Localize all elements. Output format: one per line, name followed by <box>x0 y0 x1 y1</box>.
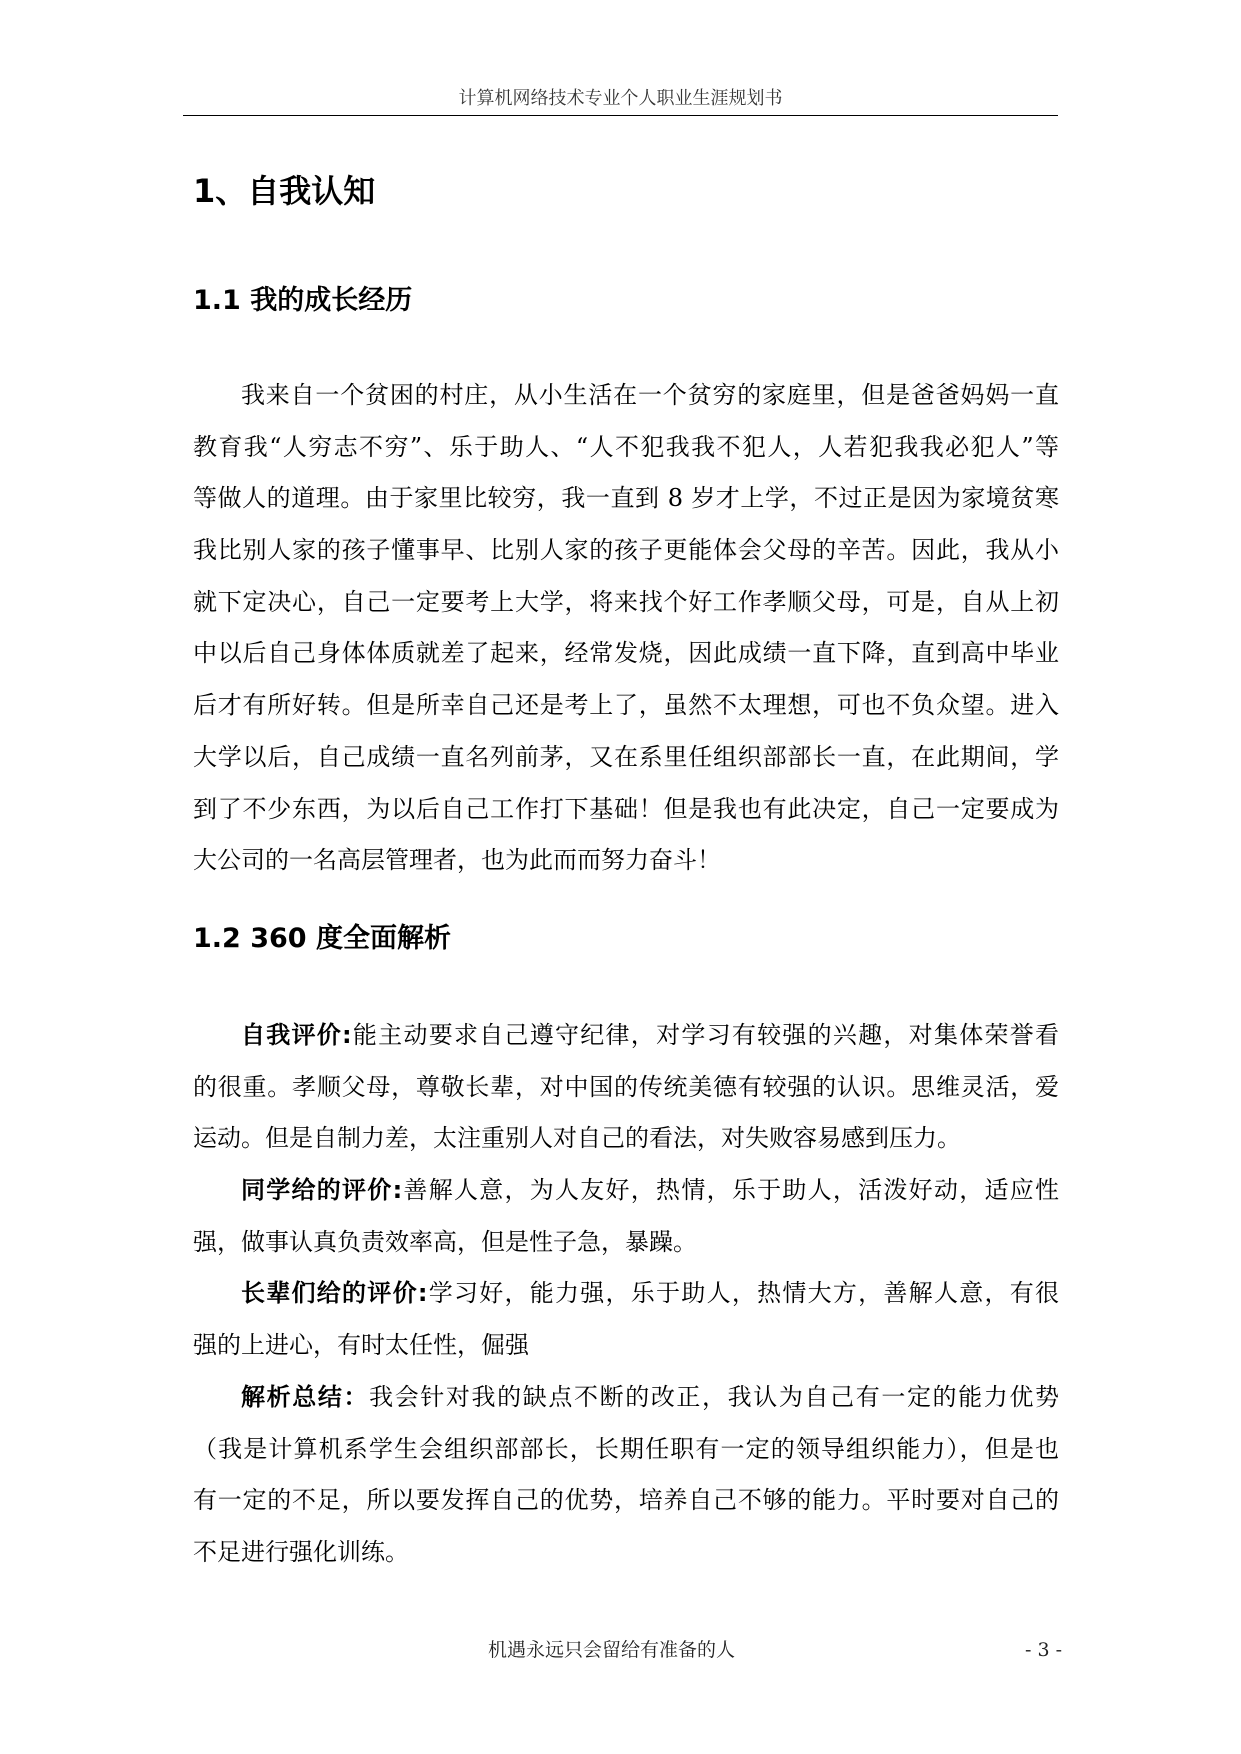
paragraph-line <box>193 1268 1059 1320</box>
paragraph-line: 中以后自己身体体质就差了起来，经常发烧，因此成绩一直下降，直到高中毕业 <box>193 639 1059 668</box>
paragraph-line: 我来自一个贫困的村庄，从小生活在一个贫穷的家庭里，但是爸爸妈妈一直 <box>241 381 1059 409</box>
growth-paragraph <box>193 370 1059 887</box>
section-heading: 1、自我认知 <box>193 172 376 210</box>
evaluation-label-summary: 解析总结： <box>241 1382 370 1411</box>
analysis-paragraphs <box>193 1010 1059 1579</box>
paragraph-line <box>193 1010 1059 1062</box>
paragraph-line: 后才有所好转。但是所幸自己还是考上了，虽然不太理想，可也不负众望。进入 <box>193 691 1059 720</box>
footer-motto: 机遇永远只会留给有准备的人 <box>488 1639 736 1661</box>
subsection-heading-analysis: 1.2 360 度全面解析 <box>193 923 451 954</box>
paragraph-line: 大公司的一名高层管理者，也为此而而努力奋斗！ <box>193 846 721 875</box>
paragraph-text: 学习好，能力强，乐于助人，热情大方，善解人意，有很 <box>427 1279 1059 1308</box>
header-divider <box>183 115 1058 116</box>
paragraph-line: 大学以后，自己成绩一直名列前茅，又在系里任组织部部长一直，在此期间，学 <box>193 742 1059 771</box>
paragraph-line: 到了不少东西，为以后自己工作打下基础！但是我也有此决定，自己一定要成为 <box>193 794 1059 823</box>
paragraph-line: 的很重。孝顺父母，尊敬长辈，对中国的传统美德有较强的认识。思维灵活，爱 <box>193 1072 1059 1101</box>
evaluation-label-self: 自我评价: <box>241 1021 352 1049</box>
paragraph-line: 不足进行强化训练。 <box>193 1537 409 1566</box>
paragraph-line: 等做人的道理。由于家里比较穷，我一直到 8 岁才上学，不过正是因为家境贫寒 <box>193 484 1059 513</box>
paragraph-line <box>193 1372 1059 1424</box>
paragraph-text: 善解人意，为人友好，热情，乐于助人，活泼好动，适应性 <box>402 1176 1059 1205</box>
evaluation-label-elders: 长辈们给的评价: <box>241 1279 428 1308</box>
subsection-heading-growth: 1.1 我的成长经历 <box>193 285 413 316</box>
paragraph-line: 运动。但是自制力差，太注重别人对自己的看法，对失败容易感到压力。 <box>193 1124 961 1153</box>
paragraph-line: 我比别人家的孩子懂事早、比别人家的孩子更能体会父母的辛苦。因此，我从小 <box>193 536 1059 565</box>
paragraph-line: 强的上进心，有时太任性，倔强 <box>193 1331 529 1360</box>
paragraph-line: 强，做事认真负责效率高，但是性子急，暴躁。 <box>193 1227 697 1256</box>
paragraph-text: 能主动要求自己遵守纪律，对学习有较强的兴趣，对集体荣誉看 <box>351 1021 1059 1049</box>
paragraph-line: 就下定决心，自己一定要考上大学，将来找个好工作孝顺父母，可是，自从上初 <box>193 587 1059 616</box>
running-header: 计算机网络技术专业个人职业生涯规划书 <box>458 88 783 109</box>
evaluation-label-classmates: 同学给的评价: <box>241 1176 403 1205</box>
paragraph-line: 教育我“人穷志不穷”、乐于助人、“人不犯我我不犯人，人若犯我我必犯人”等 <box>193 432 1059 461</box>
paragraph-line <box>193 1165 1059 1217</box>
page-number: - 3 - <box>1025 1639 1063 1661</box>
paragraph-line: （我是计算机系学生会组织部部长，长期任职有一定的领导组织能力），但是也 <box>193 1434 1059 1463</box>
paragraph-line: 有一定的不足，所以要发挥自己的优势，培养自己不够的能力。平时要对自己的 <box>193 1486 1059 1515</box>
paragraph-text: 我会针对我的缺点不断的改正，我认为自己有一定的能力优势 <box>369 1382 1060 1411</box>
